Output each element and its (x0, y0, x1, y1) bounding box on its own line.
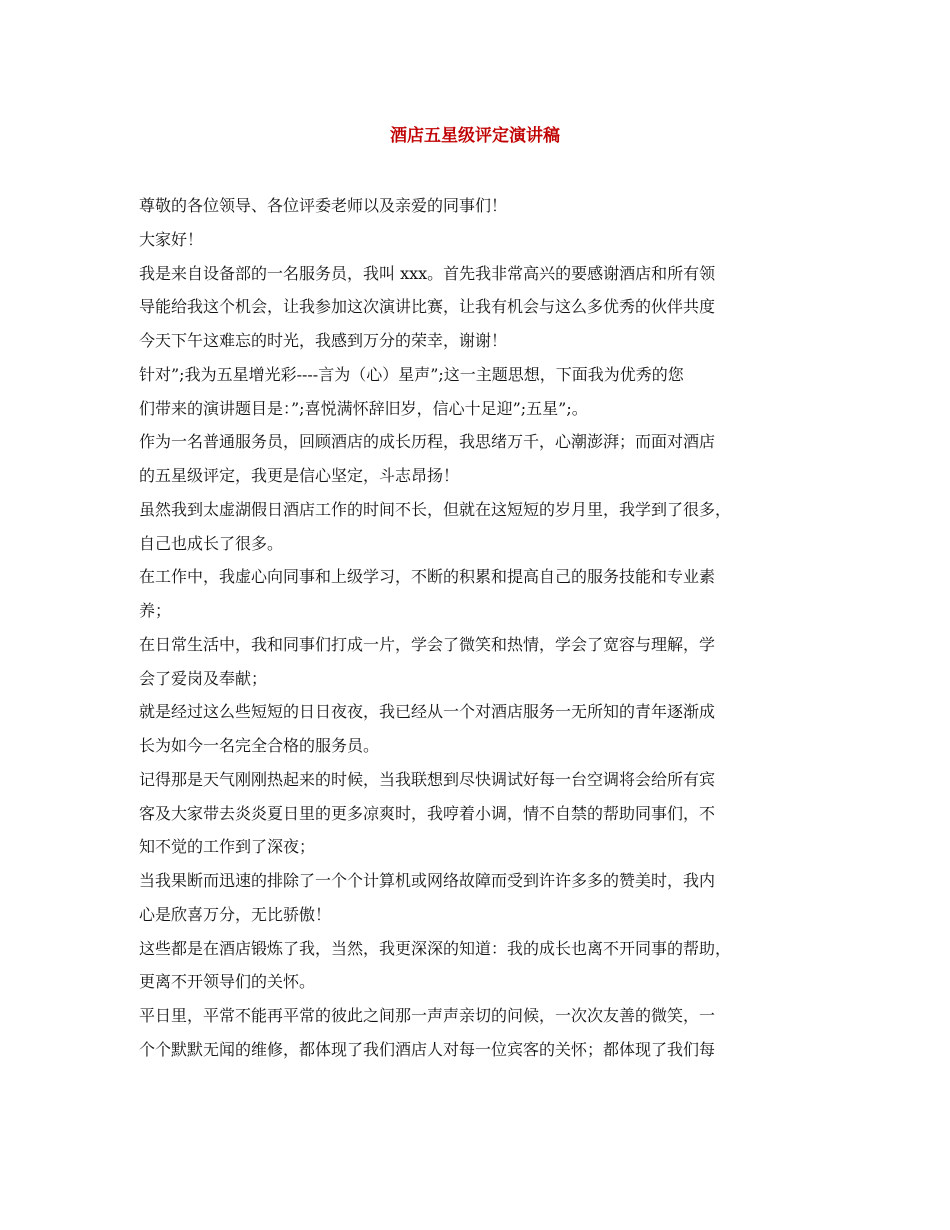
body-line: 当我果断而迅速的排除了一个个计算机或网络故障而受到许许多多的赞美时，我内 (139, 871, 716, 890)
body-line: 长为如今一名完全合格的服务员。 (139, 736, 380, 755)
body-line: 们带来的演讲题目是：”;喜悦满怀辞旧岁，信心十足迎”;五星”;。 (139, 398, 588, 418)
body-line: 我是来自设备部的一名服务员，我叫 xxx。首先我非常高兴的要感谢酒店和所有领 (139, 263, 716, 283)
body-line: 心是欣喜万分，无比骄傲！ (139, 904, 332, 924)
body-line: 更离不开领导们的关怀。 (139, 972, 316, 992)
body-line: 自己也成长了很多。 (139, 533, 284, 553)
body-line: 知不觉的工作到了深夜； (139, 837, 316, 857)
body-line: 针对”;我为五星增光彩----言为（心）星声”;这一主题思想，下面我为优秀的您 (139, 364, 684, 384)
document-title: 酒店五星级评定演讲稿 (390, 126, 560, 146)
body-line: 今天下午这难忘的时光，我感到万分的荣幸，谢谢！ (139, 331, 508, 350)
body-line: 平日里，平常不能再平常的彼此之间那一声声亲切的问候，一次次友善的微笑，一 (139, 1006, 716, 1025)
body-line: 大家好！ (139, 229, 204, 249)
body-line: 虽然我到太虚湖假日酒店工作的时间不长，但就在这短短的岁月里，我学到了很多， (139, 499, 732, 519)
body-line: 养； (139, 601, 172, 620)
body-line: 在日常生活中，我和同事们打成一片，学会了微笑和热情，学会了宽容与理解，学 (139, 634, 716, 654)
body-line: 个个默默无闻的维修，都体现了我们酒店人对每一位宾客的关怀；都体现了我们每 (139, 1039, 716, 1059)
body-line: 就是经过这么些短短的日日夜夜，我已经从一个对酒店服务一无所知的青年逐渐成 (139, 702, 716, 722)
body-line: 会了爱岗及奉献； (139, 668, 268, 688)
body-line: 尊敬的各位领导、各位评委老师以及亲爱的同事们！ (139, 196, 508, 215)
body-line: 导能给我这个机会，让我参加这次演讲比赛，让我有机会与这么多优秀的伙伴共度 (139, 297, 716, 317)
body-line: 记得那是天气刚刚热起来的时候，当我联想到尽快调试好每一台空调将会给所有宾 (139, 769, 716, 789)
body-line: 这些都是在酒店锻炼了我，当然，我更深深的知道：我的成长也离不开同事的帮助， (139, 938, 732, 958)
body-line: 在工作中，我虚心向同事和上级学习，不断的积累和提高自己的服务技能和专业素 (139, 567, 716, 587)
body-line: 的五星级评定，我更是信心坚定，斗志昂扬！ (139, 466, 460, 485)
body-line: 客及大家带去炎炎夏日里的更多凉爽时，我哼着小调，情不自禁的帮助同事们，不 (139, 803, 716, 823)
body-line: 作为一名普通服务员，回顾酒店的成长历程，我思绪万千，心潮澎湃；而面对酒店 (139, 432, 716, 452)
document-body (139, 189, 813, 1067)
